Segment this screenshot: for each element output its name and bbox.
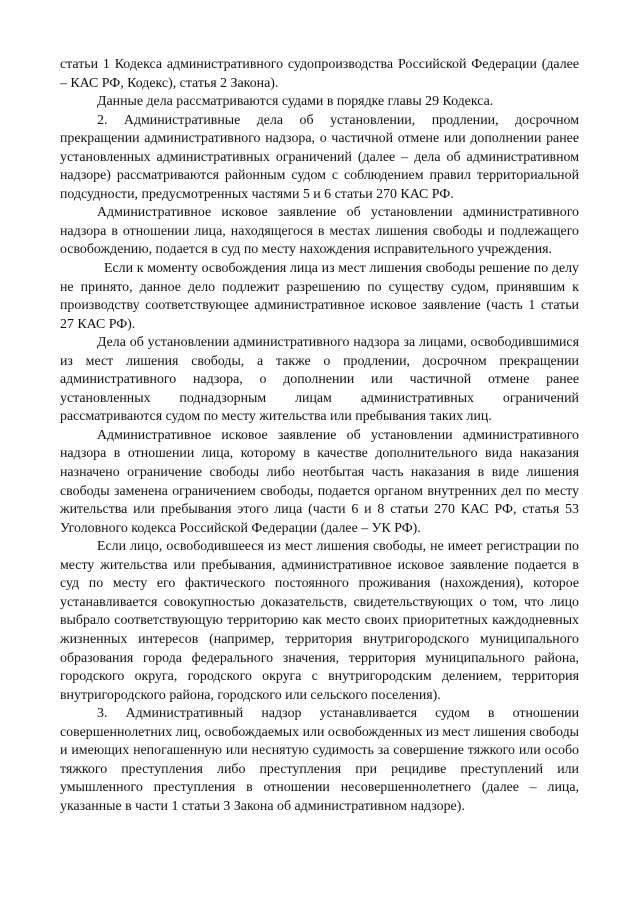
paragraph-restriction-of-freedom: Административное исковое заявление об установлении административного надзора в отношении лица, которому в качестве дополнительного вида наказания назначено ограничение свободы либо неотбытая часть наказания в виде лишения свободы заменена ограничением свободы, подается органом внутренних дел по месту жительства или пребывания этого лица (части 6 и 8 статьи 270 КАС РФ, статья 53 Уголовного кодекса Российской Федерации (далее – УК РФ). xyxy=(60,427,579,536)
paragraph-item-3: 3. Административный надзор устанавливается судом в отношении совершеннолетних лиц, освобождаемых или освобожденных из мест лишения свободы и имеющих непогашенную или неснятую судимость за совершение тяжкого или особо тяжкого преступления либо преступления при рецидиве преступлений или умышленного преступления в отношении несовершеннолетнего (далее – лица, указанные в части 1 статьи 3 Закона об административном надзоре). xyxy=(60,706,579,814)
document-page xyxy=(60,56,579,816)
paragraph-continuation: статьи 1 Кодекса административного судопроизводства Российской Федерации (далее – КАС РФ, Кодекс), статья 2 Закона). xyxy=(60,57,579,91)
paragraph-released-persons: Дела об установлении административного надзора за лицами, освободившимися из мест лишения свободы, а также о продлении, досрочном прекращении административного надзора, о дополнении или частичной отмене ранее установленных поднадзорным лицам административных ограничений рассматриваются судом по месту жительства или пребывания таких лиц. xyxy=(60,335,579,425)
paragraph-chapter-29: Данные дела рассматриваются судами в порядке главы 29 Кодекса. xyxy=(97,94,494,110)
paragraph-no-registration: Если лицо, освободившееся из мест лишения свободы, не имеет регистрации по месту жительства или пребывания, административное исковое заявление подается в суд по месту его фактического постоянного проживания (нахождения), которое устанавливается совокупностью доказательств, свидетельствующих о том, что лицо выбрало соответствующую территорию как место своих приоритетных каждодневных жизненных интересов (например, территория внутригородского муниципального образования города федерального значения, территория муниципального района, городского округа, городского округа с внутригородским делением, территория внутригородского района, городского или сельского поселения). xyxy=(60,539,579,703)
paragraph-item-2: 2. Административные дела об установлении, продлении, досрочном прекращении административного надзора, о частичной отмене или дополнении ранее установленных административных ограничений (далее – дела об административном надзоре) рассматриваются районным судом с соблюдением правил территориальной подсудности, предусмотренных частями 5 и 6 статьи 270 КАС РФ. xyxy=(60,112,579,202)
paragraph-claim-filing: Административное исковое заявление об установлении административного надзора в отношении лица, находящегося в местах лишения свободы и подлежащего освобождению, подается в суд по месту нахождения исправительного учреждения. xyxy=(60,205,579,258)
paragraph-release-before-decision: Если к моменту освобождения лица из мест лишения свободы решение по делу не принято, данное дело подлежит разрешению по существу судом, принявшим к производству соответствующее административное исковое заявление (часть 1 статьи 27 КАС РФ). xyxy=(60,261,579,332)
